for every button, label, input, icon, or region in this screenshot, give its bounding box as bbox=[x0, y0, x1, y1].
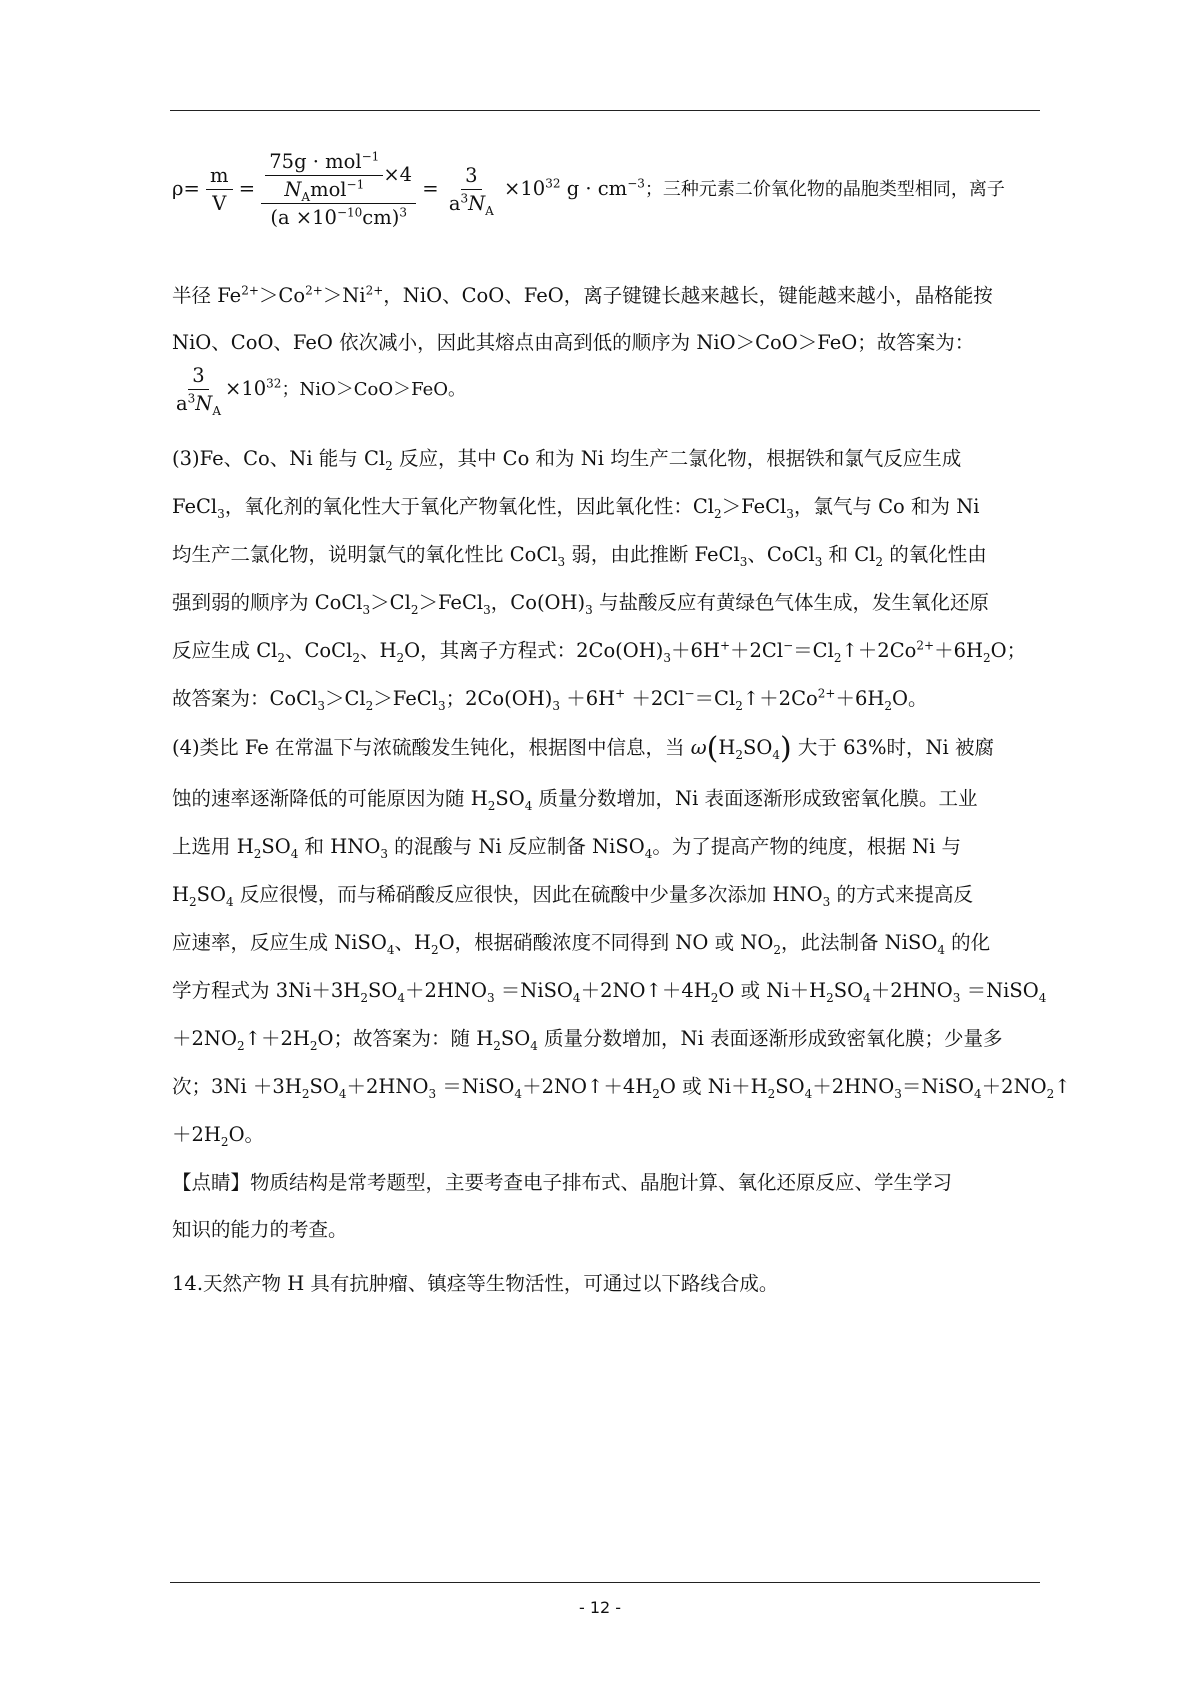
answer-formula: $\frac{3}{a^3N_A}$ $\times 10^{32}$；NiO＞CoO＞FeO。 bbox=[176, 364, 466, 418]
text-line: NiO、CoO、FeO 依次减小，因此其熔点由高到低的顺序为 NiO＞CoO＞FeO；故答案为： bbox=[172, 331, 975, 354]
text-line: 均生产二氯化物，说明氯气的氧化性比 CoCl$_3$ 弱，由此推断 FeCl$_3$、CoCl$_3$ 和 $Cl_2$ 的氧化性由 bbox=[172, 543, 987, 569]
footer-rule bbox=[170, 1582, 1040, 1583]
dianjing-line-2: 知识的能力的考查。 bbox=[172, 1218, 348, 1241]
dianjing-line: 【点睛】物质结构是常考题型，主要考查电子排布式、晶胞计算、氧化还原反应、学生学习 bbox=[172, 1171, 953, 1194]
text-line: 应速率，反应生成 NiSO$_4$、$H_2O$，根据硝酸浓度不同得到 NO 或 $NO_2$，此法制备 NiSO$_4$ 的化 bbox=[172, 931, 991, 957]
text-line: 半径 $Fe^{2+}>Co^{2+}>Ni^{2+}$，NiO、CoO、FeO，离子键键长越来越长，键能越来越小，晶格能按 bbox=[172, 283, 993, 307]
text-line: $+2H_2O$。 bbox=[172, 1123, 265, 1149]
text-line: 反应生成 $Cl_2$、CoCl$_2$、$H_2O$，其离子方程式：$2Co(OH)_3+6H^++2Cl^-=Cl_2↑+2Co^{2+}+6H_2O$； bbox=[172, 638, 1027, 665]
result-fraction: $\frac{3}{a^3N_A}$ bbox=[448, 164, 494, 218]
text-line: (4)类比 Fe 在常温下与浓硫酸发生钝化，根据图中信息，当 $\omega(H_2SO_4)$ 大于 63%时，Ni 被腐 bbox=[172, 731, 994, 766]
text-line: 上选用 $H_2SO_4$ 和 $HNO_3$ 的混酸与 Ni 反应制备 NiSO$_4$。为了提高产物的纯度，根据 Ni 与 bbox=[172, 835, 962, 861]
text-line: $+2NO_2↑+2H_2O$；故答案为：随 $H_2SO_4$ 质量分数增加，Ni 表面逐渐形成致密氧化膜；少量多 bbox=[172, 1027, 1003, 1053]
question-14: 14.天然产物 H 具有抗肿瘤、镇痉等生物活性，可通过以下路线合成。 bbox=[172, 1272, 779, 1295]
density-formula: ρ= $\frac{m}{V}$ = $\frac{75g \cdot mol^{-1}}{N_Amol^{-1}}$ ×4 $(a \times 10^{-10}cm)^3$ = $\frac{3}{a^3N_A}$ $\times 10^{32}$ $g \cdot cm^{-3}$；三种元素二价氧化物的晶胞类型相同，离子 bbox=[172, 149, 1005, 229]
text-line: $H_2SO_4$ 反应很慢，而与稀硝酸反应很快，因此在硫酸中少量多次添加 $HNO_3$ 的方式来提高反 bbox=[172, 883, 973, 909]
text-line: 强到弱的顺序为 $CoCl_3>Cl_2>FeCl_3$，$Co(OH)_3$ 与盐酸反应有黄绿色气体生成，发生氧化还原 bbox=[172, 591, 989, 617]
header-rule bbox=[170, 110, 1040, 111]
text-line: 蚀的速率逐渐降低的可能原因为随 $H_2SO_4$ 质量分数增加，Ni 表面逐渐形成致密氧化膜。工业 bbox=[172, 787, 978, 813]
big-fraction: $\frac{75g \cdot mol^{-1}}{N_Amol^{-1}}$ ×4 $(a \times 10^{-10}cm)^3$ bbox=[261, 150, 416, 229]
text-line: 次；$3Ni +3H_2SO_4+2HNO_3$ $=NiSO_4+2NO↑+4H_2O$ 或 $Ni+H_2SO_4+2HNO_3=NiSO_4+2NO_2↑$ bbox=[172, 1075, 1071, 1101]
m-over-v: $\frac{m}{V}$ bbox=[206, 164, 233, 215]
formula-rho: ρ= bbox=[172, 177, 200, 200]
text-line: 学方程式为 $3Ni+3H_2SO_4+2HNO_3$ $=NiSO_4+2NO↑+4H_2O$ 或 $Ni+H_2SO_4+2HNO_3$ ＝NiSO$_4$ bbox=[172, 979, 1047, 1005]
text-line: FeCl$_3$，氧化剂的氧化性大于氧化产物氧化性，因此氧化性：$Cl_2>FeCl_3$，氯气与 Co 和为 Ni bbox=[172, 495, 980, 521]
text-line: 故答案为：$CoCl_3>Cl_2>FeCl_3$；$2Co(OH)_3 +6H^+$ $+2Cl^-=Cl_2↑+2Co^{2+}+6H_2O$。 bbox=[172, 686, 928, 713]
text-line: (3)Fe、Co、Ni 能与 $Cl_2$ 反应，其中 Co 和为 Ni 均生产二氯化物，根据铁和氯气反应生成 bbox=[172, 447, 962, 473]
page-number: - 12 - bbox=[578, 1598, 622, 1617]
